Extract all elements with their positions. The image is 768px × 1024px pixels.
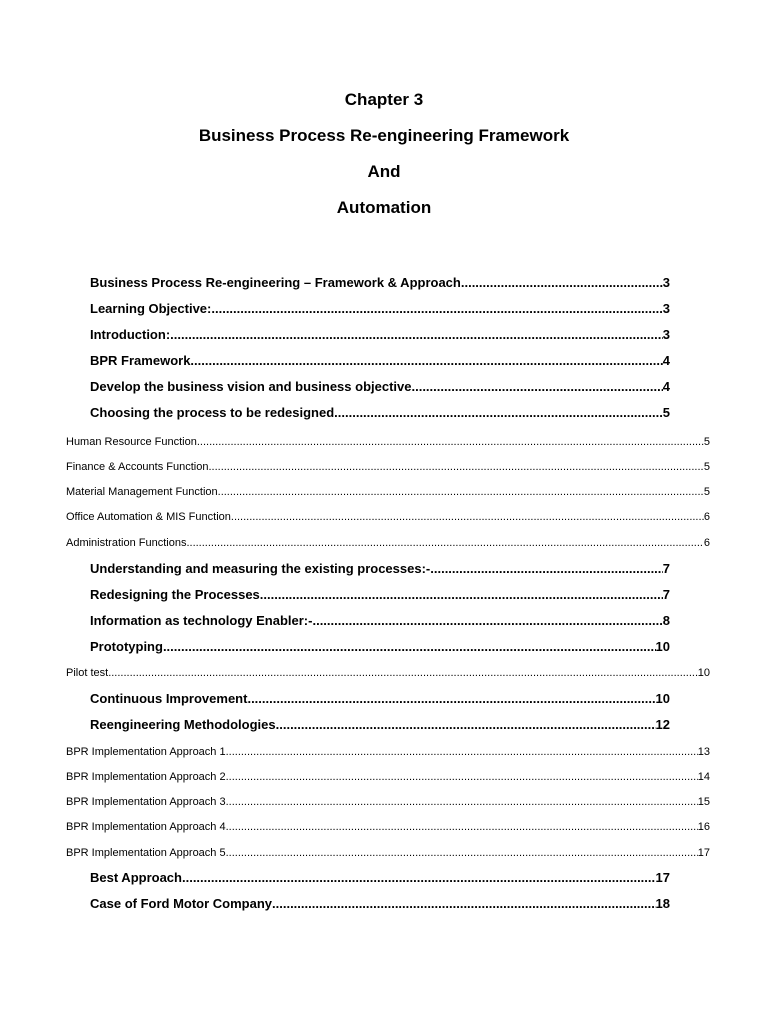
toc-entry[interactable] xyxy=(66,535,710,551)
toc-leader-dots xyxy=(190,352,662,370)
toc-leader-dots xyxy=(461,274,663,292)
toc-entry-page-number: 12 xyxy=(655,717,670,732)
toc-entry[interactable] xyxy=(90,690,670,708)
toc-entry[interactable] xyxy=(90,716,670,734)
toc-entry-page-number: 5 xyxy=(703,461,710,473)
toc-entry-page-number: 5 xyxy=(703,486,710,498)
toc-entry-label: Business Process Re-engineering – Framework & Approach xyxy=(90,275,461,290)
toc-entry-page-number: 3 xyxy=(662,301,670,316)
toc-entry-label: Office Automation & MIS Function xyxy=(66,511,231,523)
toc-leader-dots xyxy=(247,690,655,708)
toc-entry-page-number: 6 xyxy=(703,511,710,523)
toc-entry[interactable] xyxy=(90,586,670,604)
toc-entry[interactable] xyxy=(90,869,670,887)
toc-entry-label: Administration Functions xyxy=(66,537,187,549)
toc-entry-page-number: 5 xyxy=(703,436,710,448)
chapter-title: Business Process Re-engineering Framework xyxy=(198,126,570,145)
toc-entry-page-number: 3 xyxy=(662,327,670,342)
toc-leader-dots xyxy=(334,404,663,422)
toc-entry-page-number: 4 xyxy=(662,379,670,394)
toc-entry-label: Prototyping xyxy=(90,639,163,654)
toc-entry-label: Develop the business vision and business objective xyxy=(90,379,412,394)
toc-entry-label: Redesigning the Processes xyxy=(90,587,260,602)
toc-leader-dots xyxy=(272,895,656,913)
toc-entry[interactable] xyxy=(90,638,670,656)
toc-leader-dots xyxy=(276,716,656,734)
toc-entry-page-number: 14 xyxy=(697,771,710,783)
toc-entry-page-number: 7 xyxy=(662,587,670,602)
toc-entry[interactable] xyxy=(90,404,670,422)
toc-leader-dots xyxy=(312,612,662,630)
toc-entry-page-number: 7 xyxy=(662,561,670,576)
toc-entry[interactable] xyxy=(66,459,710,475)
toc-leader-dots xyxy=(197,434,704,450)
toc-entry[interactable] xyxy=(66,744,710,760)
toc-entry-page-number: 13 xyxy=(697,746,710,758)
toc-entry-label: Reengineering Methodologies xyxy=(90,717,276,732)
toc-leader-dots xyxy=(226,744,698,760)
toc-leader-dots xyxy=(218,484,704,500)
toc-leader-dots xyxy=(411,378,662,396)
toc-entry-page-number: 5 xyxy=(662,405,670,420)
toc-entry-label: Understanding and measuring the existing processes:- xyxy=(90,561,431,576)
toc-entry[interactable] xyxy=(90,300,670,318)
toc-entry-page-number: 8 xyxy=(662,613,670,628)
toc-leader-dots xyxy=(163,638,656,656)
toc-entry[interactable] xyxy=(90,274,670,292)
toc-entry-label: BPR Implementation Approach 4 xyxy=(66,821,226,833)
toc-entry[interactable] xyxy=(66,769,710,785)
toc-entry-page-number: 18 xyxy=(655,896,670,911)
toc-leader-dots xyxy=(186,535,703,551)
toc-leader-dots xyxy=(226,769,698,785)
toc-leader-dots xyxy=(260,586,663,604)
toc-entry[interactable] xyxy=(66,819,710,835)
toc-entry[interactable] xyxy=(66,484,710,500)
toc-leader-dots xyxy=(108,665,698,681)
toc-entry-label: Material Management Function xyxy=(66,486,218,498)
toc-entry-label: Pilot test xyxy=(66,667,109,679)
toc-entry-page-number: 10 xyxy=(655,639,670,654)
toc-entry[interactable] xyxy=(66,665,710,681)
toc-leader-dots xyxy=(226,845,698,861)
toc-leader-dots xyxy=(430,560,663,578)
toc-entry-label: BPR Framework xyxy=(90,353,191,368)
toc-entry-page-number: 15 xyxy=(697,796,710,808)
chapter-number: Chapter 3 xyxy=(344,90,424,109)
toc-entry[interactable] xyxy=(90,378,670,396)
toc-leader-dots xyxy=(208,459,703,475)
toc-leader-dots xyxy=(170,326,663,344)
toc-leader-dots xyxy=(211,300,662,318)
toc-entry[interactable] xyxy=(90,326,670,344)
toc-entry-label: Best Approach xyxy=(90,870,182,885)
toc-entry-label: Finance & Accounts Function xyxy=(66,461,209,473)
toc-entry-label: Introduction: xyxy=(90,327,171,342)
toc-entry-page-number: 6 xyxy=(703,537,710,549)
toc-entry-label: BPR Implementation Approach 5 xyxy=(66,847,226,859)
toc-entry-page-number: 10 xyxy=(697,667,710,679)
toc-entry[interactable] xyxy=(66,509,710,525)
toc-entry[interactable] xyxy=(90,895,670,913)
toc-entry-label: Choosing the process to be redesigned xyxy=(90,405,335,420)
toc-leader-dots xyxy=(182,869,656,887)
toc-entry-label: Learning Objective: xyxy=(90,301,212,316)
toc-entry-label: Information as technology Enabler:- xyxy=(90,613,313,628)
toc-leader-dots xyxy=(231,509,704,525)
toc-entry-page-number: 3 xyxy=(662,275,670,290)
toc-entry-label: Case of Ford Motor Company xyxy=(90,896,273,911)
toc-entry-page-number: 17 xyxy=(655,870,670,885)
toc-entry-page-number: 16 xyxy=(697,821,710,833)
toc-entry[interactable] xyxy=(66,434,710,450)
toc-entry[interactable] xyxy=(90,560,670,578)
toc-entry[interactable] xyxy=(90,352,670,370)
toc-entry[interactable] xyxy=(66,845,710,861)
toc-entry-page-number: 4 xyxy=(662,353,670,368)
toc-entry[interactable] xyxy=(66,794,710,810)
chapter-title-connector: And xyxy=(367,162,401,181)
toc-entry-label: BPR Implementation Approach 3 xyxy=(66,796,226,808)
toc-entry-label: BPR Implementation Approach 2 xyxy=(66,771,226,783)
toc-entry-label: Continuous Improvement xyxy=(90,691,248,706)
toc-entry[interactable] xyxy=(90,612,670,630)
toc-leader-dots xyxy=(226,819,698,835)
chapter-subtitle: Automation xyxy=(336,198,432,217)
toc-entry-page-number: 17 xyxy=(697,847,710,859)
toc-entry-label: BPR Implementation Approach 1 xyxy=(66,746,226,758)
toc-entry-page-number: 10 xyxy=(655,691,670,706)
toc-entry-label: Human Resource Function xyxy=(66,436,197,448)
toc-leader-dots xyxy=(226,794,698,810)
